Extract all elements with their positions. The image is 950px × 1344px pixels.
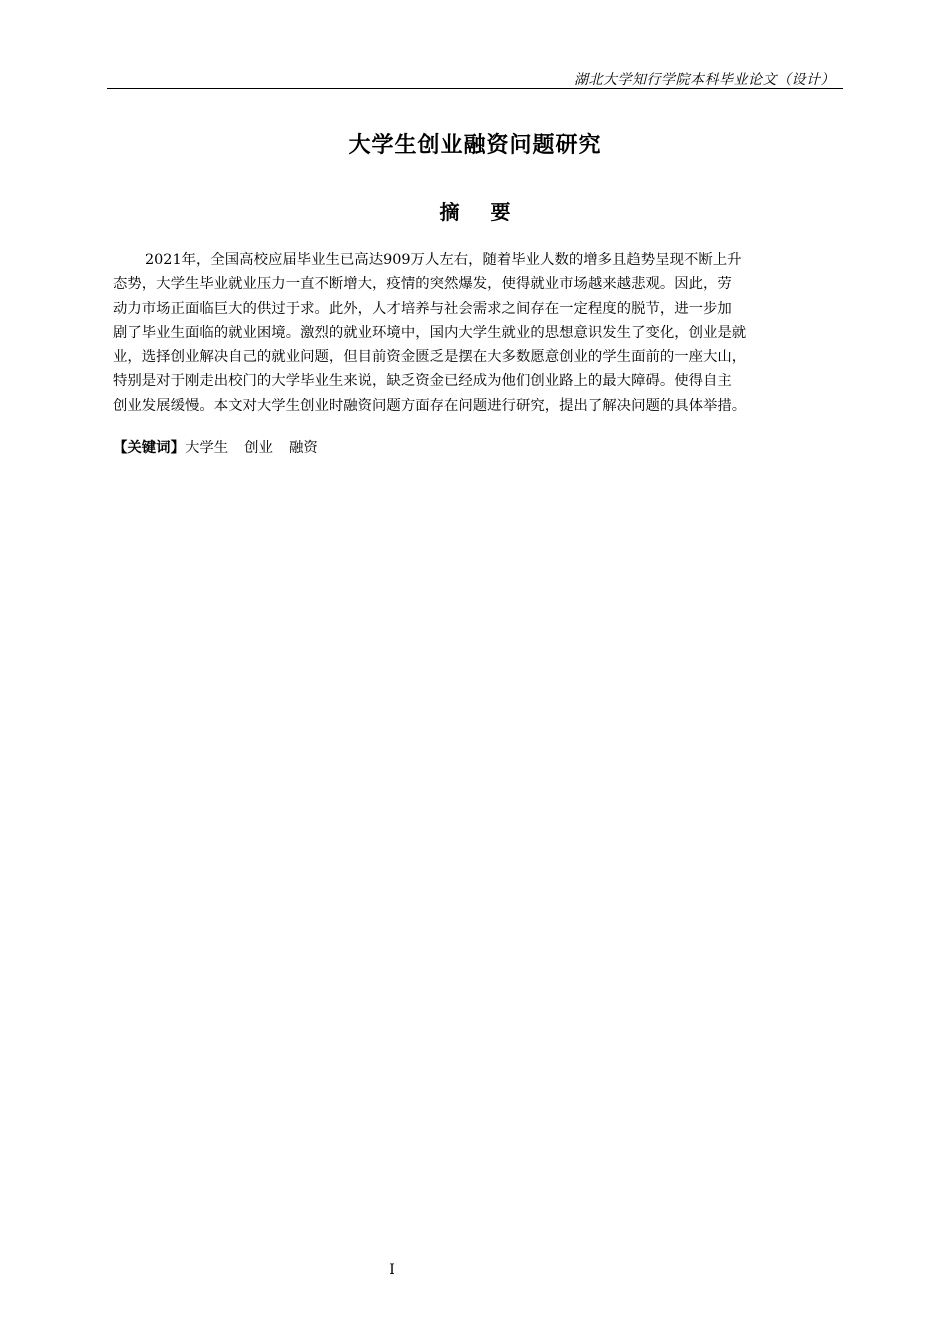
- abstract-line: 业，选择创业解决自己的就业问题，但目前资金匮乏是摆在大多数愿意创业的学生面前的一座大山，: [113, 349, 747, 366]
- abstract-line: 剧了毕业生面临的就业困境。激烈的就业环境中，国内大学生就业的思想意识发生了变化，创业是就: [113, 324, 747, 341]
- abstract-line: 动力市场正面临巨大的供过于求。此外，人才培养与社会需求之间存在一定程度的脱节，进一步加: [113, 300, 732, 317]
- abstract-line: 特别是对于刚走出校门的大学毕业生来说，缺乏资金已经成为他们创业路上的最大障碍。使得自主: [113, 373, 732, 390]
- keyword-item: 创业: [244, 440, 273, 456]
- abstract-line: 态势，大学生毕业就业压力一直不断增大，疫情的突然爆发，使得就业市场越来越悲观。因此，劳: [113, 276, 732, 293]
- page-header: [107, 66, 843, 89]
- abstract-heading: 摘 要: [439, 200, 523, 224]
- header-text: 湖北大学知行学院本科毕业论文（设计）: [574, 72, 835, 88]
- abstract-body: [113, 248, 847, 418]
- keyword-item: 大学生: [184, 440, 229, 456]
- page-number: I: [389, 1262, 395, 1278]
- keyword-item: 融资: [288, 440, 318, 456]
- keywords: [113, 436, 847, 460]
- abstract-line: 创业发展缓慢。本文对大学生创业时融资问题方面存在问题进行研究，提出了解决问题的具体举措。: [113, 397, 747, 414]
- keywords-label: 【关键词】: [113, 440, 185, 456]
- paper-title: 大学生创业融资问题研究: [348, 133, 602, 158]
- abstract-line: 2021年，全国高校应届毕业生已高达909万人左右，随着毕业人数的增多且趋势呈现不断上升: [145, 252, 742, 268]
